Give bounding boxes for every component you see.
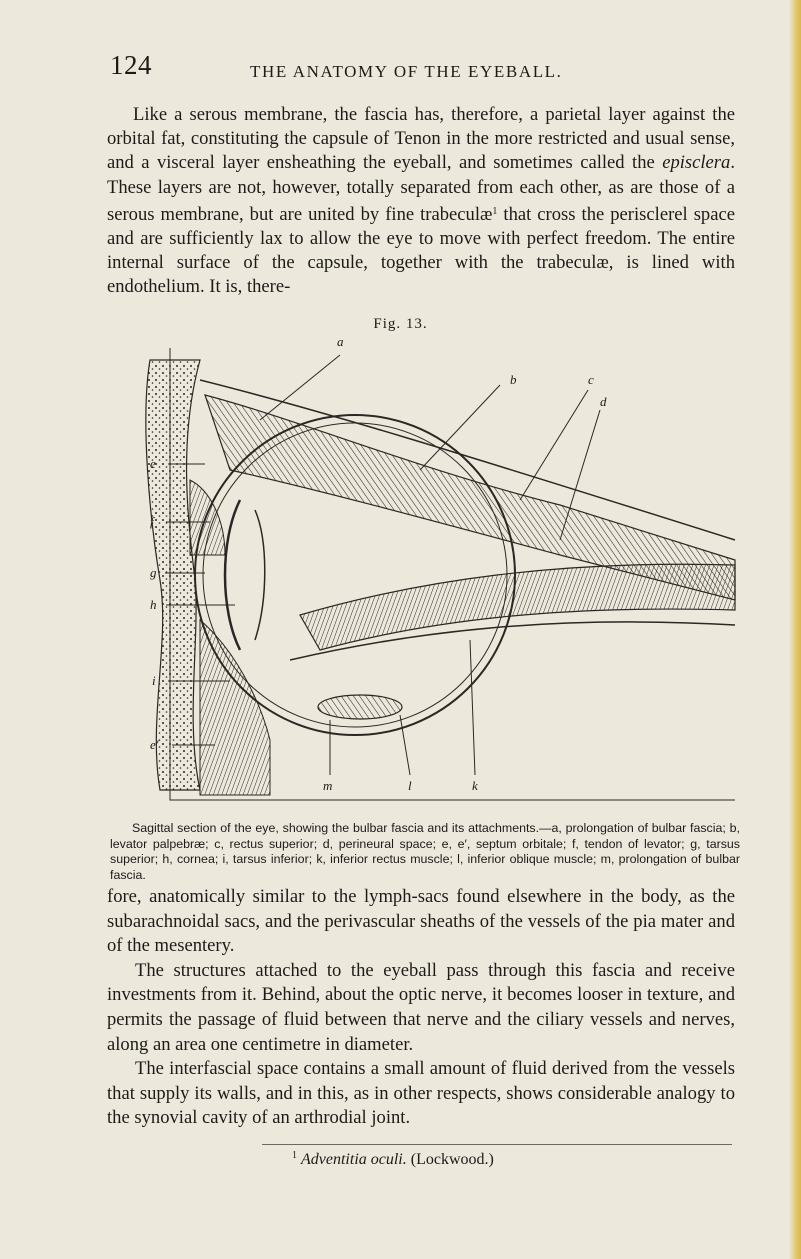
paragraph-intro-text-2: . These layers are not, however, totally separated from each other, as are those of a serous membrane, but are united by fine trabeculæ	[107, 152, 735, 225]
leader-a	[260, 355, 340, 420]
paragraph-structures: The structures attached to the eyeball pass through this fascia and receive investments from it. Behind, about the optic nerve, it becomes looser in texture, and permits the passage of fluid between that nerve and the ciliary vessels and nerves, along an area one centimetre in diameter.	[107, 959, 735, 1055]
label-e-prime: e′	[150, 737, 159, 752]
label-m: m	[323, 778, 333, 793]
cornea	[225, 500, 240, 650]
label-g: g	[150, 565, 157, 580]
label-h: h	[150, 597, 157, 612]
figure-caption: Sagittal section of the eye, showing the bulbar fascia and its attachments.—a, prolongation of bulbar fascia; b, levator palpebræ; c, rectus superior; d, perineural space; e, e′, septum orbitale; f, tendon of levator; g, tarsus superior; h, cornea; i, tarsus inferior; k, inferior rectus muscle; l, inferior oblique muscle; m, prolongation of bulbar fascia.	[110, 821, 740, 882]
lower-muscle-bundle	[300, 564, 735, 650]
paragraph-intro-text-3: that cross the perisclerel space and are sufficiently lax to allow the eye to move with perfect freedom. The entire internal surface of the capsule, together with the trabeculæ, is lined with endothelium. It is, there-	[107, 203, 735, 298]
label-d: d	[600, 394, 607, 409]
footnote	[292, 1150, 494, 1169]
label-l: l	[408, 778, 412, 793]
footnote-rule	[262, 1144, 732, 1145]
label-b: b	[510, 372, 517, 387]
iris	[255, 510, 265, 640]
figure-title: Fig. 13.	[373, 316, 428, 332]
label-c: c	[588, 372, 594, 387]
paragraph-interfascial: The interfascial space contains a small amount of fluid derived from the vessels that supply its walls, and in this, as in other respects, shows considerable analogy to the synovial cavity of an arthrodial joint.	[107, 1058, 735, 1129]
footnote-ref[interactable]: 1	[492, 205, 498, 217]
label-f: f	[150, 514, 154, 529]
lower-tarsus	[200, 620, 270, 795]
running-head: THE ANATOMY OF THE EYEBALL.	[250, 62, 563, 81]
footnote-source: (Lockwood.)	[406, 1151, 494, 1168]
paragraph-intro-text-1: Like a serous membrane, the fascia has, therefore, a parietal layer against the orbital fat, constituting the capsule of Tenon in the more restricted and usual sense, and a visceral layer ensheathing the eyeball, and sometimes called the	[107, 104, 735, 174]
inferior-oblique	[318, 695, 402, 719]
label-a: a	[337, 334, 344, 349]
leader-l	[400, 715, 410, 775]
leader-b	[420, 385, 500, 470]
episclera-term: episclera	[662, 152, 731, 174]
page-number: 124	[110, 50, 152, 80]
paragraph-continued	[107, 885, 735, 1131]
label-k: k	[472, 778, 478, 793]
label-i: i	[152, 673, 156, 688]
label-e: e	[150, 456, 156, 471]
footnote-term: Adventitia oculi.	[301, 1151, 407, 1168]
paragraph-lymph-sacs: fore, anatomically similar to the lymph-sacs found elsewhere in the body, as the subarachnoidal sacs, and the perivascular sheaths of the vessels of the pia mater and of the mesentery.	[107, 886, 735, 957]
footnote-marker: 1	[292, 1150, 297, 1161]
leader-k	[470, 640, 475, 775]
